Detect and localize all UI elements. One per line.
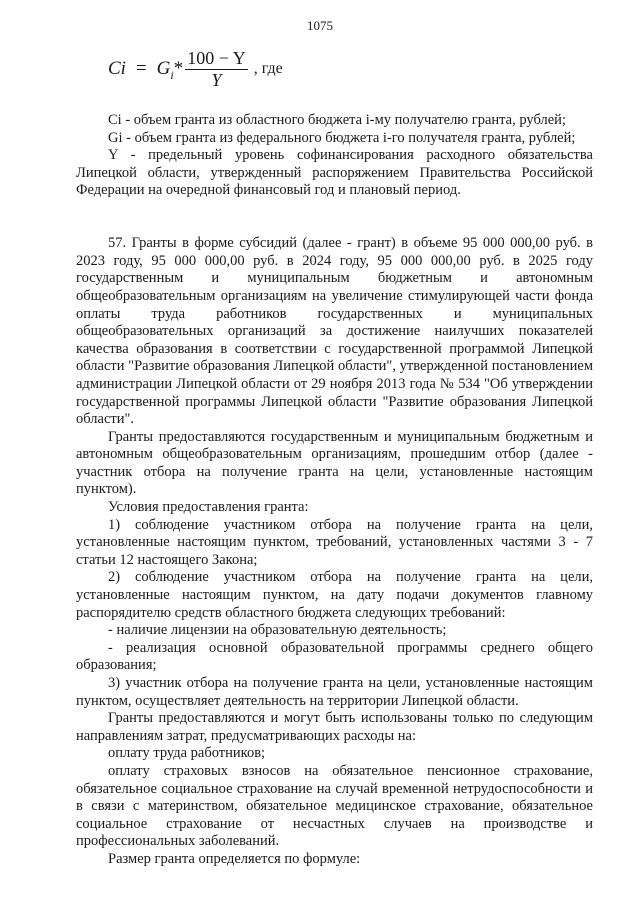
paragraph-expense-insurance: оплату страховых взносов на обязательное пенсионное страхование, обязательное социальное страхование на случай временной нетрудоспособности и в связи с материнством, обязательное медицинское страхование, обязательное социальное страхование от несчастных случаев на производстве и профессиональных заболеваний.: [76, 762, 593, 850]
paragraph-57: 57. Гранты в форме субсидий (далее - грант) в объеме 95 000 000,00 руб. в 2023 году, 95 000 000,00 руб. в 2024 году, 95 000 000,00 руб. в 2025 году государственным и муниципальным бюджетным и автономным общеобразовательным организациям на увеличение стимулирующей части фонда оплаты труда работников государственных и муниципальных общеобразовательных организаций за достижение наилучших показателей качества образования в соответствии с государственной программой Липецкой области "Развитие образования Липецкой области", утвержденной постановлением администрации Липецкой области от 29 ноября 2013 года № 534 "Об утверждении государственной программы Липецкой области "Развитие образования Липецкой области".: [76, 235, 593, 428]
paragraph-grant-recipients: Гранты предоставляются государственным и муниципальным бюджетным и автономным общеобразовательным организациям, прошедшим отбор (далее - участник отбора на получение гранта на цели, установленные настоящим пунктом).: [76, 428, 593, 498]
paragraph-conditions-heading: Условия предоставления гранта:: [108, 499, 309, 516]
definition-ci: Ci - объем гранта из областного бюджета i-му получателю гранта, рублей;: [108, 112, 566, 128]
formula-fraction: [185, 49, 247, 90]
formula-times: *: [173, 58, 184, 79]
grant-formula: [108, 44, 283, 94]
formula-g-subscript: i: [170, 67, 174, 82]
formula-lhs: Ci: [108, 58, 126, 79]
definition-y: Y - предельный уровень софинансирования расходного обязательства Липецкой области, утвержденный распоряжением Правительства Российской Федерации на очередной финансовый год и плановый период.: [76, 147, 593, 199]
formula-denominator: Y: [211, 69, 222, 90]
paragraph-grant-size: Размер гранта определяется по формуле:: [108, 850, 361, 867]
paragraph-condition-3: 3) участник отбора на получение гранта на цели, установленные настоящим пунктом, осуществляет деятельность на территории Липецкой области.: [76, 675, 593, 709]
paragraph-requirement-license: - наличие лицензии на образовательную деятельность;: [108, 622, 447, 639]
page-number: 1075: [307, 18, 333, 33]
formula-numerator: 100 − Y: [187, 47, 246, 68]
definition-gi: Gi - объем гранта из федерального бюджета i-го получателя гранта, рублей;: [108, 129, 576, 146]
paragraph-expense-directions: Гранты предоставляются и могут быть использованы только по следующим направлениям затрат, предусматривающих расходы на:: [76, 710, 593, 744]
document-body: [76, 112, 593, 869]
paragraph-requirement-program: - реализация основной образовательной программы среднего общего образования;: [76, 639, 593, 674]
paragraph-condition-2: 2) соблюдение участником отбора на получение гранта на цели, установленные настоящим пунктом, на дату подачи документов главному распорядителю средств областного бюджета следующих требований:: [76, 569, 593, 621]
paragraph-expense-salary: оплату труда работников;: [108, 745, 266, 762]
formula-g: G: [156, 58, 171, 79]
formula-equals: =: [135, 58, 147, 79]
paragraph-condition-1: 1) соблюдение участником отбора на получение гранта на цели, установленные настоящим пунктом, требований, установленных частями 3 - 7 статьи 12 настоящего Закона;: [76, 516, 593, 568]
formula-suffix: , где: [253, 60, 283, 77]
